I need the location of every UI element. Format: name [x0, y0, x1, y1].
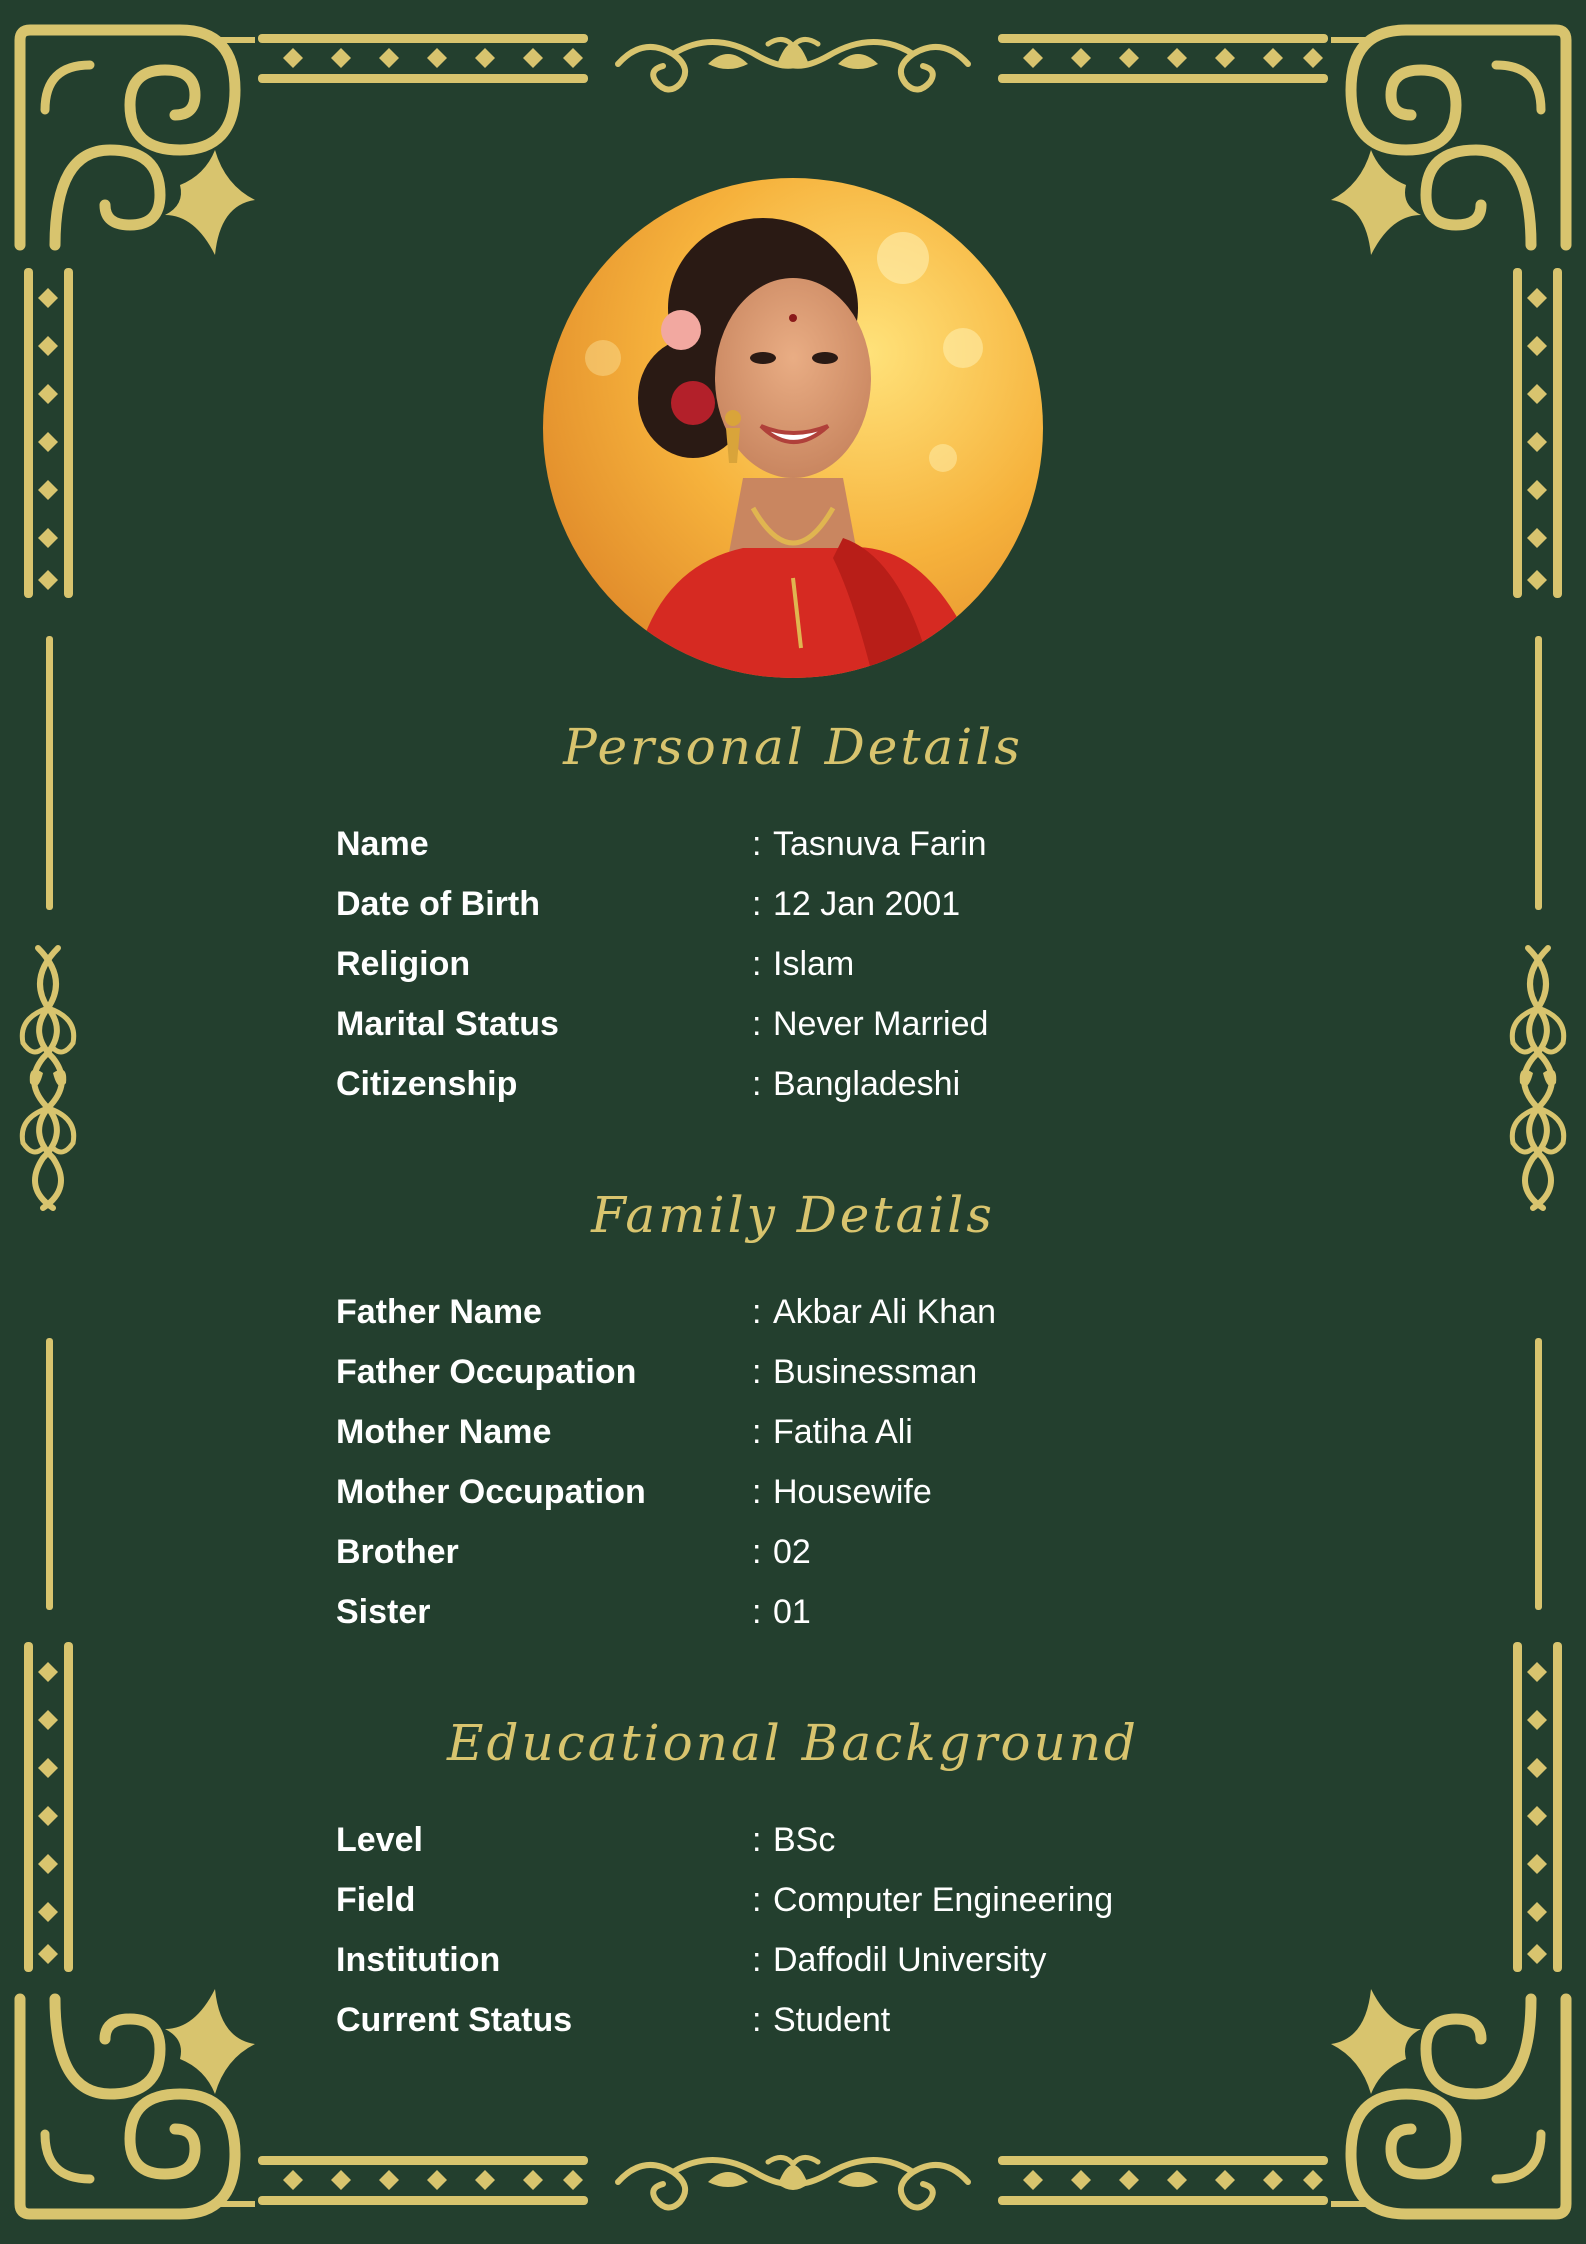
- educational-background-list: [336, 1810, 1236, 2050]
- personal-details-title: Personal Details: [563, 718, 1023, 776]
- row-label: Citizenship: [336, 1065, 518, 1103]
- row-value: Tasnuva Farin: [773, 825, 987, 863]
- row-label: Field: [336, 1881, 416, 1919]
- row-label: Sister: [336, 1593, 431, 1631]
- profile-photo: [543, 178, 1043, 678]
- row-separator: :: [752, 945, 762, 983]
- row-label: Marital Status: [336, 1005, 559, 1043]
- detail-row: [336, 1462, 1236, 1522]
- top-border-right: [998, 34, 1328, 83]
- row-separator: :: [752, 1941, 762, 1979]
- detail-row: [336, 1990, 1236, 2050]
- row-label: Religion: [336, 945, 471, 983]
- row-value: Fatiha Ali: [773, 1413, 913, 1451]
- right-border-bottom: [1513, 1642, 1562, 1972]
- bottom-border-left: [258, 2156, 588, 2205]
- row-value: Never Married: [773, 1005, 989, 1043]
- right-line-lower: [1535, 1338, 1542, 1610]
- left-border-bottom: [24, 1642, 73, 1972]
- row-label: Date of Birth: [336, 885, 540, 923]
- row-value: 01: [773, 1593, 811, 1631]
- row-value: Akbar Ali Khan: [773, 1293, 997, 1331]
- detail-row: [336, 1930, 1236, 1990]
- detail-row: [336, 934, 1236, 994]
- left-border-top: [24, 268, 73, 598]
- corner-ornament-top-right: [1331, 30, 1566, 255]
- detail-row: [336, 814, 1236, 874]
- detail-row: [336, 1870, 1236, 1930]
- row-label: Name: [336, 825, 429, 863]
- row-value: Businessman: [773, 1353, 978, 1391]
- row-value: 12 Jan 2001: [773, 885, 961, 923]
- detail-row: [336, 874, 1236, 934]
- row-separator: :: [752, 1413, 762, 1451]
- educational-background-title: Educational Background: [447, 1714, 1139, 1772]
- row-separator: :: [752, 1593, 762, 1631]
- row-value: Islam: [773, 945, 855, 983]
- row-separator: :: [752, 1293, 762, 1331]
- left-line-lower: [46, 1338, 53, 1610]
- row-value: Housewife: [773, 1473, 932, 1511]
- top-flourish-ornament: [618, 39, 968, 89]
- row-label: Current Status: [336, 2001, 573, 2039]
- row-separator: :: [752, 885, 762, 923]
- top-border-left: [258, 34, 588, 83]
- corner-ornament-bottom-left: [20, 1989, 255, 2214]
- row-label: Father Name: [336, 1293, 542, 1331]
- detail-row: [336, 1282, 1236, 1342]
- detail-row: [336, 1402, 1236, 1462]
- row-separator: :: [752, 1065, 762, 1103]
- personal-details-list: [336, 814, 1236, 1114]
- row-separator: :: [752, 1353, 762, 1391]
- row-label: Level: [336, 1821, 423, 1859]
- right-border-top: [1513, 268, 1562, 598]
- row-separator: :: [752, 1821, 762, 1859]
- detail-row: [336, 1342, 1236, 1402]
- right-flourish-ornament: [1512, 948, 1563, 1208]
- row-value: Student: [773, 2001, 891, 2039]
- left-flourish-ornament: [22, 948, 73, 1208]
- detail-row: [336, 1522, 1236, 1582]
- detail-row: [336, 1582, 1236, 1642]
- corner-ornament-bottom-right: [1331, 1989, 1566, 2214]
- family-details-title: Family Details: [591, 1186, 995, 1244]
- family-details-list: [336, 1282, 1236, 1642]
- row-separator: :: [752, 825, 762, 863]
- row-value: BSc: [773, 1821, 836, 1859]
- row-separator: :: [752, 2001, 762, 2039]
- row-value: Bangladeshi: [773, 1065, 961, 1103]
- detail-row: [336, 1054, 1236, 1114]
- row-value: 02: [773, 1533, 811, 1571]
- row-value: Daffodil University: [773, 1941, 1047, 1979]
- row-value: Computer Engineering: [773, 1881, 1114, 1919]
- row-separator: :: [752, 1473, 762, 1511]
- corner-ornament-top-left: [20, 30, 255, 255]
- row-label: Institution: [336, 1941, 501, 1979]
- row-separator: :: [752, 1881, 762, 1919]
- row-separator: :: [752, 1005, 762, 1043]
- row-label: Mother Name: [336, 1413, 552, 1451]
- bottom-border-right: [998, 2156, 1328, 2205]
- row-label: Brother: [336, 1533, 459, 1571]
- row-separator: :: [752, 1533, 762, 1571]
- detail-row: [336, 1810, 1236, 1870]
- row-label: Father Occupation: [336, 1353, 637, 1391]
- row-label: Mother Occupation: [336, 1473, 646, 1511]
- detail-row: [336, 994, 1236, 1054]
- bottom-flourish-ornament: [618, 2157, 968, 2207]
